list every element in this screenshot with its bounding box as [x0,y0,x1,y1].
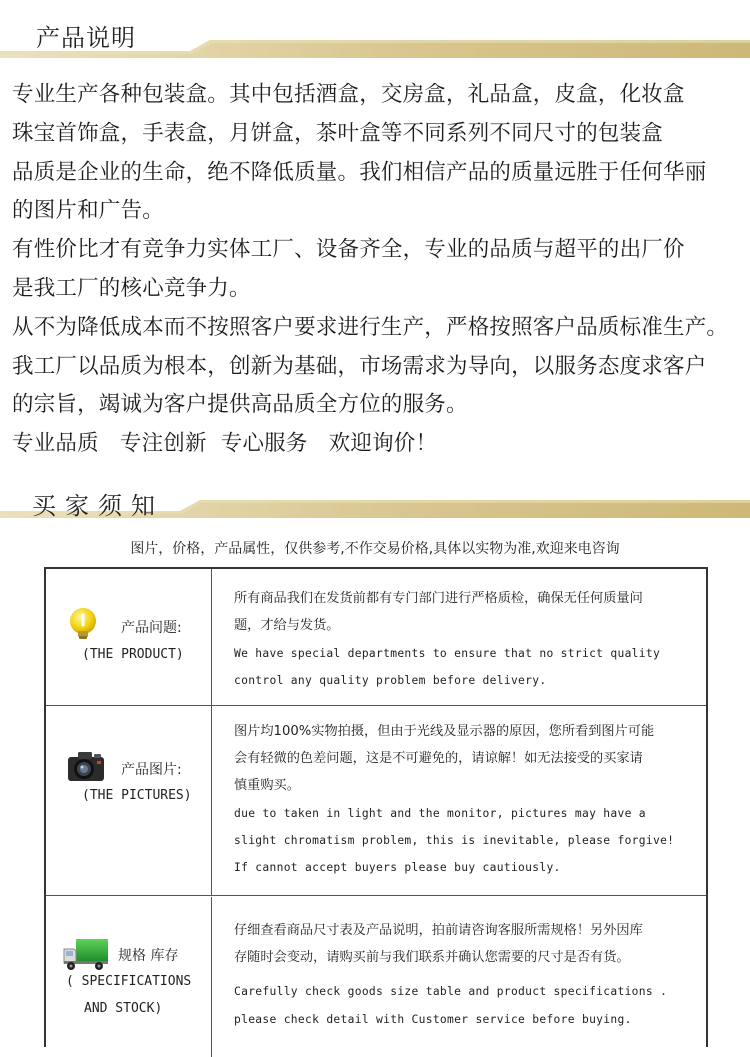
row-label-en: (THE PRODUCT) [82,647,184,662]
row-label-en: ( SPECIFICATIONS [66,974,192,989]
row-text-cn: 慎重购买。 [234,778,300,793]
description-line: 专业品质 专注创新 专心服务 欢迎询价！ [12,431,438,457]
row-label-cell [46,706,212,895]
row-content-cell [213,569,703,705]
row-text-en: slight chromatism problem, this is inevitable, please forgive! [234,834,675,847]
row-text-en: We have special departments to ensure that no strict quality [234,647,661,660]
row-content-cell [213,897,703,1057]
row-label-cn: 产品问题: [121,620,182,636]
row-label-en: (THE PICTURES) [82,788,192,803]
description-line: 是我工厂的核心竞争力。 [12,275,251,301]
product-description-text [12,76,748,464]
product-description-header [0,0,750,60]
row-text-en: please check detail with Customer service before buying. [234,1013,632,1026]
row-text-cn: 存随时会变动，请购买前与我们联系并确认您需要的尺寸是否有货。 [234,950,630,965]
description-line: 从不为降低成本而不按照客户要求进行生产，严格按照客户品质标准生产。 [12,314,729,340]
delivery-truck-icon [62,937,110,971]
lightbulb-icon [67,607,99,641]
buyer-notice-title: 买家须知 [32,492,164,520]
row-label-cell [46,569,212,705]
description-line: 我工厂以品质为根本，创新为基础，市场需求为导向，以服务态度求客户 [12,353,707,379]
description-line: 专业生产各种包装盒。其中包括酒盒，交房盒，礼品盒，皮盒，化妆盒 [12,82,685,107]
description-line: 品质是企业的生命，绝不降低质量。我们相信产品的质量远胜于任何华丽 [12,159,707,185]
row-label-cell [46,897,212,1057]
description-line: 珠宝首饰盒，手表盒，月饼盒，茶叶盒等不同系列不同尺寸的包装盒 [12,120,664,146]
row-label-cn: 产品图片: [121,762,182,778]
row-text-en: Carefully check goods size table and product specifications . [234,985,668,998]
notice-row-specifications [46,897,706,1057]
camera-icon [66,749,106,783]
row-content-cell [213,706,703,895]
notice-row-product [46,569,706,706]
buyer-notice-table [44,567,708,1047]
notice-row-pictures [46,706,706,896]
description-line: 有性价比才有竞争力实体工厂、设备齐全，专业的品质与超平的出厂价 [12,237,685,263]
row-text-cn: 仔细查看商品尺寸表及产品说明，拍前请咨询客服所需规格！另外因库 [234,923,643,938]
row-text-cn: 所有商品我们在发货前都有专门部门进行严格质检，确保无任何质量问 [234,591,643,606]
row-label-en: AND STOCK) [84,1001,163,1016]
price-disclaimer: 图片，价格，产品属性，仅供参考,不作交易价格,具体以实物为准,欢迎来电咨询 [130,541,620,557]
row-text-cn: 题，才给与发货。 [234,618,340,633]
row-text-en: If cannot accept buyers please buy cautiously. [234,861,561,874]
description-line: 的宗旨，竭诚为客户提供高品质全方位的服务。 [12,392,468,418]
buyer-notice-header [0,478,750,538]
product-description-title: 产品说明 [36,24,136,52]
description-line: 的图片和广告。 [12,198,164,224]
row-text-en: control any quality problem before delivery. [234,674,547,687]
row-text-cn: 会有轻微的色差问题，这是不可避免的，请谅解！如无法接受的买家请 [234,751,643,766]
row-text-cn: 图片均100%实物拍摄，但由于光线及显示器的原因，您所看到图片可能 [234,724,655,739]
row-text-en: due to taken in light and the monitor, pictures may have a [234,807,646,820]
row-label-cn: 规格 库存 [118,948,179,964]
